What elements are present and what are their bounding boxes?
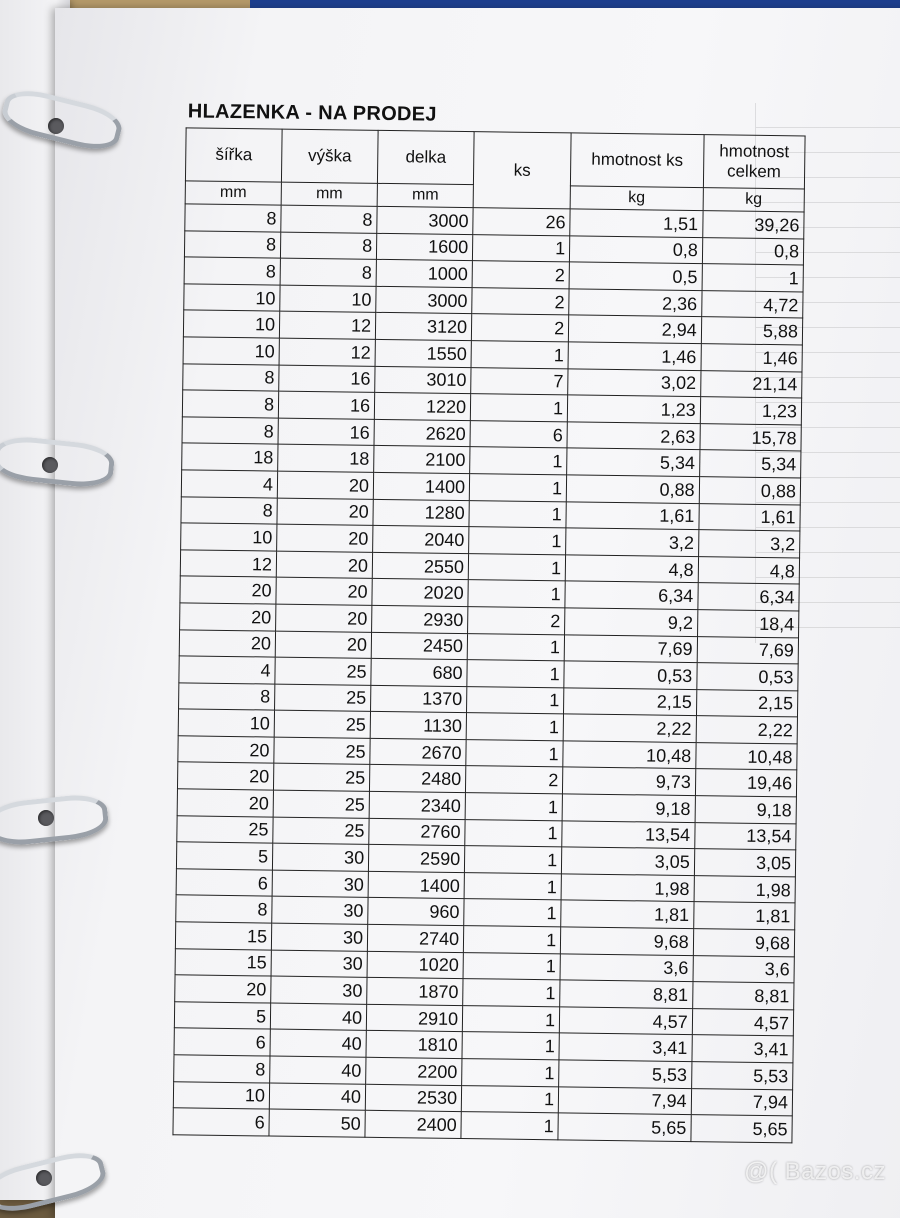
cell-ks: 1 bbox=[466, 713, 563, 741]
cell-ks: 1 bbox=[463, 926, 560, 954]
cell-hmotnost-celkem: 13,54 bbox=[694, 822, 796, 850]
cell-sirka: 6 bbox=[174, 1028, 270, 1056]
cell-sirka: 10 bbox=[181, 523, 277, 551]
cell-sirka: 10 bbox=[178, 709, 274, 737]
cell-vyska: 20 bbox=[276, 551, 372, 579]
cell-sirka: 10 bbox=[173, 1081, 269, 1109]
cell-vyska: 40 bbox=[269, 1083, 365, 1111]
header-ks: ks bbox=[473, 132, 571, 209]
cell-ks: 1 bbox=[465, 846, 562, 874]
cell-hmotnost-ks: 5,34 bbox=[567, 448, 700, 476]
cell-vyska: 30 bbox=[271, 950, 367, 978]
cell-hmotnost-celkem: 0,88 bbox=[699, 477, 801, 505]
cell-hmotnost-ks: 3,05 bbox=[562, 847, 695, 875]
cell-hmotnost-ks: 9,68 bbox=[561, 927, 694, 955]
cell-vyska: 20 bbox=[276, 577, 372, 605]
header-sirka: šířka bbox=[185, 128, 282, 182]
cell-ks: 1 bbox=[467, 686, 564, 714]
cell-delka: 2550 bbox=[372, 552, 468, 580]
cell-sirka: 20 bbox=[177, 789, 273, 817]
cell-hmotnost-celkem: 4,57 bbox=[692, 1008, 794, 1036]
cell-sirka: 20 bbox=[175, 975, 271, 1003]
cell-hmotnost-celkem: 2,22 bbox=[696, 716, 798, 744]
cell-vyska: 25 bbox=[274, 710, 370, 738]
cell-hmotnost-celkem: 1,98 bbox=[694, 875, 796, 903]
cell-hmotnost-ks: 0,8 bbox=[570, 235, 703, 263]
cell-delka: 2100 bbox=[374, 446, 470, 474]
cell-hmotnost-ks: 2,94 bbox=[569, 315, 702, 343]
cell-sirka: 8 bbox=[185, 204, 281, 232]
cell-vyska: 25 bbox=[273, 817, 369, 845]
cell-sirka: 20 bbox=[180, 576, 276, 604]
cell-vyska: 30 bbox=[272, 843, 368, 871]
cell-ks: 1 bbox=[461, 1112, 558, 1140]
cell-hmotnost-ks: 3,2 bbox=[566, 528, 699, 556]
cell-vyska: 8 bbox=[281, 205, 377, 233]
cell-ks: 1 bbox=[462, 1059, 559, 1087]
cell-ks: 1 bbox=[467, 660, 564, 688]
cell-sirka: 20 bbox=[180, 603, 276, 631]
cell-hmotnost-ks: 1,98 bbox=[561, 874, 694, 902]
cell-hmotnost-ks: 3,41 bbox=[559, 1033, 692, 1061]
cell-hmotnost-celkem: 5,34 bbox=[699, 450, 801, 478]
header-row bbox=[185, 128, 805, 189]
cell-sirka: 6 bbox=[173, 1108, 269, 1136]
cell-vyska: 30 bbox=[272, 896, 368, 924]
cell-delka: 3010 bbox=[375, 366, 471, 394]
cell-hmotnost-ks: 2,22 bbox=[563, 714, 696, 742]
cell-delka: 1550 bbox=[375, 339, 471, 367]
cell-delka: 2910 bbox=[366, 1004, 462, 1032]
cell-hmotnost-celkem: 10,48 bbox=[696, 742, 798, 770]
price-list-sheet bbox=[144, 100, 817, 1143]
cell-hmotnost-celkem: 21,14 bbox=[700, 370, 802, 398]
cell-hmotnost-celkem: 1,61 bbox=[699, 503, 801, 531]
cell-sirka: 8 bbox=[182, 390, 278, 418]
cell-ks: 2 bbox=[471, 314, 568, 342]
cell-hmotnost-ks: 3,6 bbox=[560, 953, 693, 981]
cell-vyska: 40 bbox=[270, 1029, 366, 1057]
cell-delka: 1400 bbox=[368, 871, 464, 899]
cell-delka: 2480 bbox=[370, 765, 466, 793]
cell-hmotnost-ks: 7,94 bbox=[558, 1086, 691, 1114]
cell-hmotnost-celkem: 7,69 bbox=[697, 636, 799, 664]
cell-hmotnost-ks: 4,8 bbox=[565, 555, 698, 583]
cell-sirka: 15 bbox=[175, 922, 271, 950]
cell-vyska: 30 bbox=[271, 976, 367, 1004]
document-title: HLAZENKA - NA PRODEJ bbox=[187, 100, 437, 126]
cell-sirka: 4 bbox=[181, 470, 277, 498]
cell-sirka: 4 bbox=[179, 656, 275, 684]
cell-hmotnost-ks: 0,5 bbox=[569, 262, 702, 290]
cell-delka: 2620 bbox=[374, 419, 470, 447]
cell-hmotnost-celkem: 7,94 bbox=[691, 1088, 793, 1116]
cell-hmotnost-celkem: 18,4 bbox=[697, 610, 799, 638]
cell-hmotnost-ks: 3,02 bbox=[568, 368, 701, 396]
cell-vyska: 20 bbox=[275, 631, 371, 659]
cell-ks: 2 bbox=[472, 261, 569, 289]
cell-vyska: 30 bbox=[272, 870, 368, 898]
cell-hmotnost-celkem: 0,8 bbox=[702, 237, 804, 265]
cell-delka: 1280 bbox=[373, 499, 469, 527]
cell-hmotnost-ks: 8,81 bbox=[560, 980, 693, 1008]
cell-sirka: 8 bbox=[174, 1055, 270, 1083]
cell-hmotnost-ks: 7,69 bbox=[564, 634, 697, 662]
cell-delka: 2740 bbox=[367, 924, 463, 952]
cell-sirka: 8 bbox=[176, 895, 272, 923]
cell-sirka: 10 bbox=[183, 310, 279, 338]
cell-sirka: 20 bbox=[177, 762, 273, 790]
cell-delka: 960 bbox=[368, 898, 464, 926]
cell-ks: 1 bbox=[462, 1005, 559, 1033]
cell-delka: 2670 bbox=[370, 738, 466, 766]
cell-hmotnost-celkem: 15,78 bbox=[700, 423, 802, 451]
cell-ks: 1 bbox=[469, 500, 566, 528]
cell-ks: 1 bbox=[466, 739, 563, 767]
cell-vyska: 25 bbox=[273, 790, 369, 818]
cell-ks: 1 bbox=[468, 580, 565, 608]
cell-vyska: 20 bbox=[277, 498, 373, 526]
cell-vyska: 20 bbox=[276, 604, 372, 632]
cell-hmotnost-ks: 5,65 bbox=[558, 1113, 691, 1141]
cell-hmotnost-ks: 10,48 bbox=[563, 741, 696, 769]
cell-hmotnost-celkem: 9,18 bbox=[695, 796, 797, 824]
cell-ks: 6 bbox=[470, 420, 567, 448]
cell-ks: 2 bbox=[468, 607, 565, 635]
cell-hmotnost-celkem: 1,81 bbox=[693, 902, 795, 930]
cell-ks: 1 bbox=[470, 447, 567, 475]
cell-sirka: 25 bbox=[177, 815, 273, 843]
bazos-watermark: @( Bazos.cz bbox=[744, 1158, 886, 1185]
cell-ks: 1 bbox=[470, 394, 567, 422]
cell-sirka: 10 bbox=[184, 284, 280, 312]
cell-vyska: 8 bbox=[280, 258, 376, 286]
cell-vyska: 20 bbox=[277, 524, 373, 552]
cell-hmotnost-ks: 1,23 bbox=[567, 395, 700, 423]
cell-hmotnost-ks: 1,46 bbox=[568, 342, 701, 370]
cell-vyska: 16 bbox=[278, 391, 374, 419]
cell-ks: 1 bbox=[463, 952, 560, 980]
cell-hmotnost-celkem: 19,46 bbox=[695, 769, 797, 797]
cell-ks: 1 bbox=[461, 1085, 558, 1113]
cell-hmotnost-celkem: 4,8 bbox=[698, 556, 800, 584]
cell-delka: 1870 bbox=[367, 978, 463, 1006]
header-hmotnost-ks: hmotnost ks bbox=[571, 133, 704, 188]
inventory-table bbox=[172, 127, 805, 1143]
cell-delka: 2530 bbox=[365, 1084, 461, 1112]
cell-vyska: 20 bbox=[277, 471, 373, 499]
cell-ks: 26 bbox=[473, 208, 570, 236]
cell-sirka: 8 bbox=[182, 417, 278, 445]
cell-delka: 3000 bbox=[376, 286, 472, 314]
cell-sirka: 5 bbox=[176, 842, 272, 870]
cell-hmotnost-ks: 1,81 bbox=[561, 900, 694, 928]
cell-delka: 2400 bbox=[365, 1110, 461, 1138]
cell-hmotnost-celkem: 0,53 bbox=[697, 663, 799, 691]
cell-hmotnost-celkem: 3,41 bbox=[692, 1035, 794, 1063]
cell-sirka: 6 bbox=[176, 869, 272, 897]
cell-ks: 1 bbox=[471, 341, 568, 369]
cell-hmotnost-ks: 13,54 bbox=[562, 821, 695, 849]
cell-ks: 1 bbox=[464, 872, 561, 900]
unit-sirka: mm bbox=[185, 181, 281, 205]
cell-ks: 2 bbox=[472, 287, 569, 315]
cell-delka: 1400 bbox=[373, 472, 469, 500]
cell-hmotnost-ks: 9,2 bbox=[565, 608, 698, 636]
cell-ks: 1 bbox=[467, 633, 564, 661]
cell-hmotnost-celkem: 1,46 bbox=[701, 344, 803, 372]
cell-delka: 2590 bbox=[368, 845, 464, 873]
cell-sirka: 15 bbox=[175, 948, 271, 976]
cell-hmotnost-celkem: 3,2 bbox=[698, 530, 800, 558]
cell-hmotnost-celkem: 5,65 bbox=[691, 1115, 793, 1143]
cell-hmotnost-ks: 1,61 bbox=[566, 501, 699, 529]
unit-hmotnost-ks: kg bbox=[570, 186, 703, 211]
cell-hmotnost-celkem: 6,34 bbox=[698, 583, 800, 611]
cell-delka: 680 bbox=[371, 658, 467, 686]
cell-vyska: 30 bbox=[271, 923, 367, 951]
cell-sirka: 12 bbox=[180, 550, 276, 578]
cell-delka: 2760 bbox=[369, 818, 465, 846]
cell-delka: 2200 bbox=[366, 1057, 462, 1085]
cell-sirka: 8 bbox=[184, 257, 280, 285]
cell-vyska: 25 bbox=[275, 684, 371, 712]
cell-hmotnost-celkem: 2,15 bbox=[696, 689, 798, 717]
cell-hmotnost-celkem: 39,26 bbox=[702, 211, 804, 239]
header-vyska: výška bbox=[281, 129, 378, 183]
cell-delka: 2340 bbox=[369, 791, 465, 819]
cell-hmotnost-celkem: 3,05 bbox=[694, 849, 796, 877]
cell-sirka: 8 bbox=[179, 683, 275, 711]
cell-hmotnost-ks: 1,51 bbox=[570, 209, 703, 237]
cell-vyska: 16 bbox=[278, 418, 374, 446]
cell-hmotnost-celkem: 1,23 bbox=[700, 397, 802, 425]
cell-hmotnost-ks: 6,34 bbox=[565, 581, 698, 609]
cell-ks: 1 bbox=[462, 1032, 559, 1060]
cell-delka: 1000 bbox=[376, 260, 472, 288]
cell-ks: 2 bbox=[466, 766, 563, 794]
cell-hmotnost-celkem: 5,53 bbox=[691, 1062, 793, 1090]
cell-delka: 1600 bbox=[376, 233, 472, 261]
cell-hmotnost-ks: 4,57 bbox=[559, 1007, 692, 1035]
cell-hmotnost-celkem: 3,6 bbox=[693, 955, 795, 983]
unit-delka: mm bbox=[377, 183, 473, 207]
cell-hmotnost-ks: 9,18 bbox=[562, 794, 695, 822]
cell-vyska: 25 bbox=[274, 737, 370, 765]
cell-hmotnost-ks: 9,73 bbox=[563, 767, 696, 795]
header-hmotnost-celkem: hmotnost celkem bbox=[703, 135, 805, 189]
cell-delka: 1130 bbox=[370, 712, 466, 740]
cell-vyska: 40 bbox=[270, 1056, 366, 1084]
cell-ks: 1 bbox=[469, 474, 566, 502]
cell-hmotnost-celkem: 1 bbox=[702, 264, 804, 292]
cell-vyska: 25 bbox=[274, 764, 370, 792]
cell-ks: 7 bbox=[471, 367, 568, 395]
cell-delka: 1810 bbox=[366, 1031, 462, 1059]
cell-ks: 1 bbox=[465, 793, 562, 821]
cell-vyska: 12 bbox=[279, 311, 375, 339]
cell-vyska: 16 bbox=[279, 365, 375, 393]
cell-hmotnost-celkem: 9,68 bbox=[693, 929, 795, 957]
cell-sirka: 20 bbox=[179, 629, 275, 657]
cell-delka: 2040 bbox=[373, 525, 469, 553]
cell-sirka: 8 bbox=[183, 363, 279, 391]
cell-vyska: 18 bbox=[278, 444, 374, 472]
cell-hmotnost-ks: 2,36 bbox=[569, 289, 702, 317]
cell-ks: 1 bbox=[465, 819, 562, 847]
cell-hmotnost-celkem: 8,81 bbox=[692, 982, 794, 1010]
cell-hmotnost-celkem: 4,72 bbox=[701, 290, 803, 318]
cell-vyska: 10 bbox=[280, 285, 376, 313]
cell-delka: 2020 bbox=[372, 579, 468, 607]
cell-sirka: 8 bbox=[184, 230, 280, 258]
cell-ks: 1 bbox=[468, 553, 565, 581]
cell-sirka: 8 bbox=[181, 496, 277, 524]
cell-vyska: 12 bbox=[279, 338, 375, 366]
cell-vyska: 40 bbox=[270, 1003, 366, 1031]
cell-hmotnost-celkem: 5,88 bbox=[701, 317, 803, 345]
cell-sirka: 5 bbox=[174, 1002, 270, 1030]
cell-hmotnost-ks: 0,88 bbox=[566, 475, 699, 503]
cell-sirka: 18 bbox=[182, 443, 278, 471]
cell-delka: 1370 bbox=[371, 685, 467, 713]
header-delka: delka bbox=[377, 130, 474, 184]
cell-delka: 3000 bbox=[377, 206, 473, 234]
cell-hmotnost-ks: 5,53 bbox=[559, 1060, 692, 1088]
cell-sirka: 20 bbox=[178, 736, 274, 764]
cell-hmotnost-ks: 2,63 bbox=[567, 422, 700, 450]
unit-hmotnost-celkem: kg bbox=[703, 188, 805, 212]
cell-ks: 1 bbox=[469, 527, 566, 555]
cell-delka: 3120 bbox=[375, 313, 471, 341]
cell-delka: 2930 bbox=[372, 605, 468, 633]
cell-delka: 1220 bbox=[374, 393, 470, 421]
unit-vyska: mm bbox=[281, 182, 377, 206]
cell-hmotnost-ks: 0,53 bbox=[564, 661, 697, 689]
cell-vyska: 50 bbox=[269, 1109, 365, 1137]
table-body bbox=[173, 204, 804, 1143]
cell-delka: 1020 bbox=[367, 951, 463, 979]
cell-ks: 1 bbox=[464, 899, 561, 927]
cell-sirka: 10 bbox=[183, 337, 279, 365]
cell-delka: 2450 bbox=[371, 632, 467, 660]
cell-ks: 1 bbox=[463, 979, 560, 1007]
cell-hmotnost-ks: 2,15 bbox=[564, 688, 697, 716]
cell-ks: 1 bbox=[473, 234, 570, 262]
cell-vyska: 8 bbox=[280, 232, 376, 260]
cell-vyska: 25 bbox=[275, 657, 371, 685]
